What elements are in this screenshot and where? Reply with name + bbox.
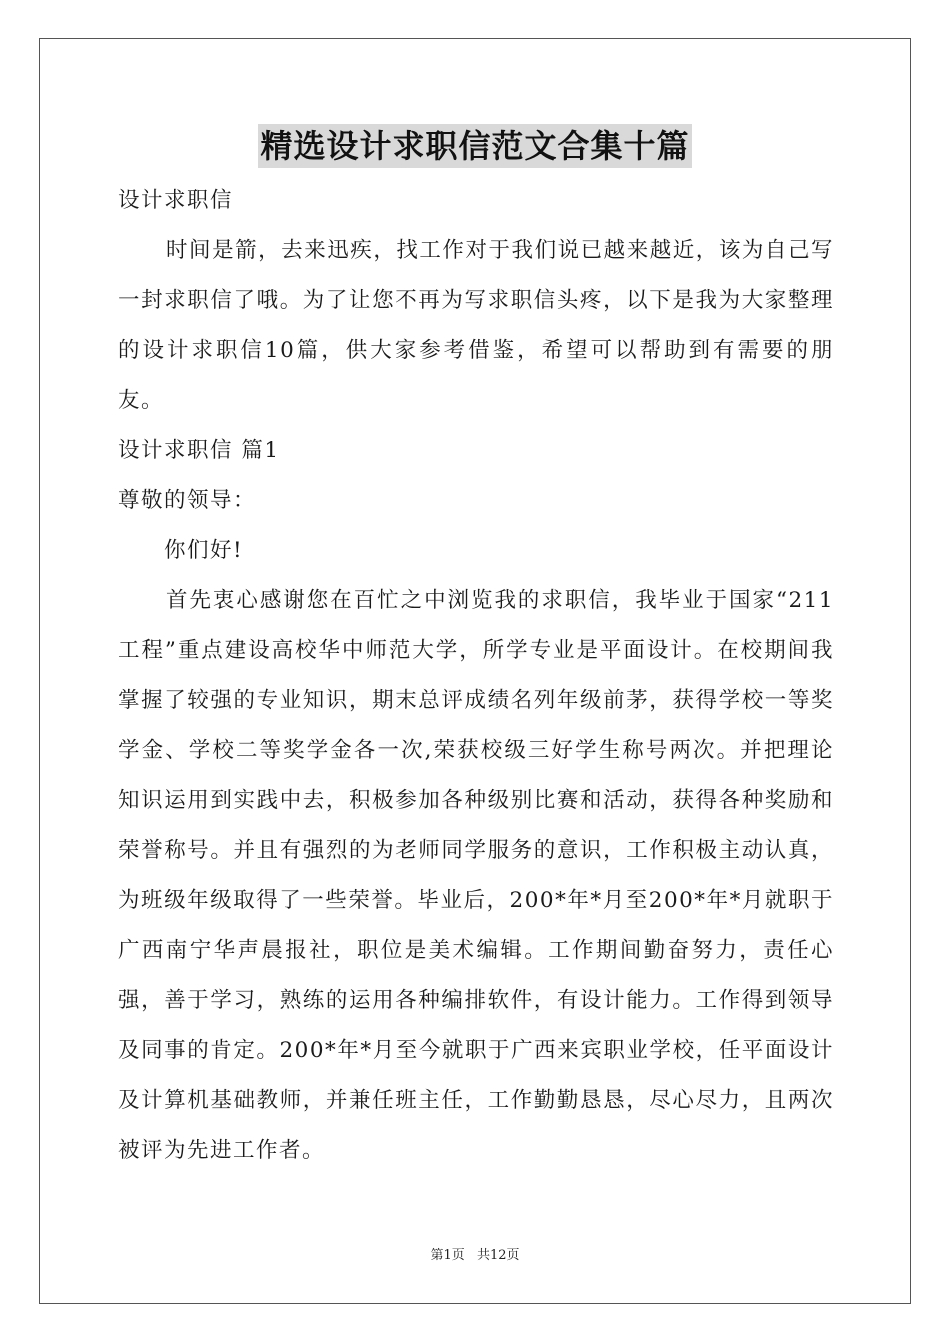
salutation: 尊敬的领导： <box>118 488 257 513</box>
total-pages: 共12页 <box>476 1248 520 1263</box>
greeting: 你们好! <box>164 538 244 563</box>
section-heading: 设计求职信 <box>118 188 234 213</box>
document-title: 精选设计求职信范文合集十篇 <box>258 124 691 168</box>
page-footer <box>0 1246 950 1266</box>
page-number: 第1页 <box>430 1248 465 1263</box>
title-container <box>0 124 950 168</box>
document-body <box>118 176 834 1176</box>
body-paragraph: 首先衷心感谢您在百忙之中浏览我的求职信，我毕业于国家“211工程”重点建设高校华中师范大学，所学专业是平面设计。在校期间我掌握了较强的专业知识，期末总评成绩名列年级前茅，获得学校一等奖学金、学校二等奖学金各一次,荣获校级三好学生称号两次。并把理论知识运用到实践中去，积极参加各种级别比赛和活动，获得各种奖励和荣誉称号。并且有强烈的为老师同学服务的意识，工作积极主动认真，为班级年级取得了一些荣誉。毕业后，200*年*月至200*年*月就职于广西南宁华声晨报社，职位是美术编辑。工作期间勤奋努力，责任心强，善于学习，熟练的运用各种编排软件，有设计能力。工作得到领导及同事的肯定。200*年*月至今就职于广西来宾职业学校，任平面设计及计算机基础教师，并兼任班主任，工作勤勤恳恳，尽心尽力，且两次被评为先进工作者。 <box>118 588 834 1163</box>
letter-heading: 设计求职信 篇1 <box>118 438 280 463</box>
intro-paragraph: 时间是箭，去来迅疾，找工作对于我们说已越来越近，该为自己写一封求职信了哦。为了让您不再为写求职信头疼，以下是我为大家整理的设计求职信10篇，供大家参考借鉴，希望可以帮助到有需要的朋友。 <box>118 238 834 413</box>
